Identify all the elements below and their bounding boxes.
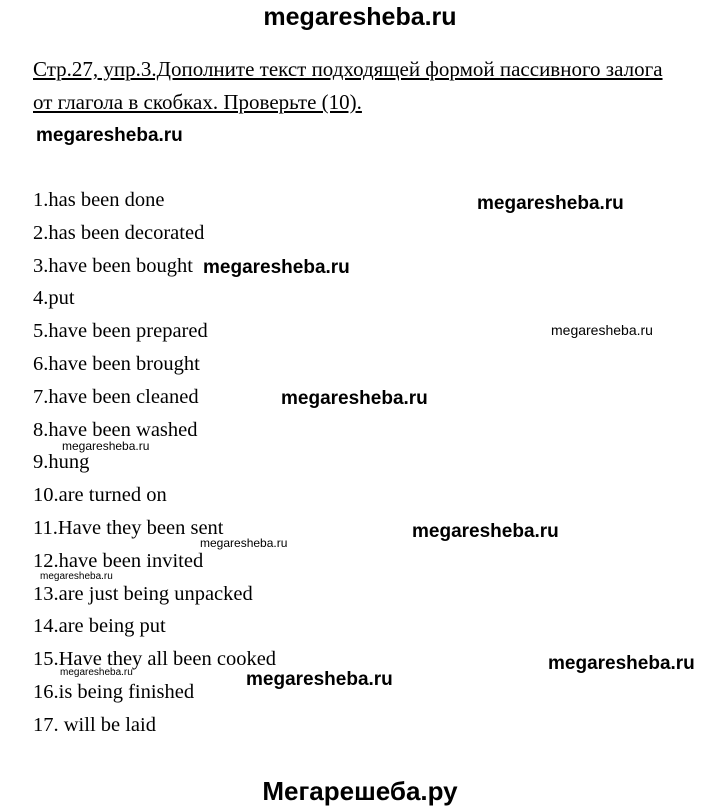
answer-item-12: 12.have been invited: [33, 549, 204, 572]
answer-item-11: 11.Have they been sent: [33, 516, 224, 539]
task-title-line-2: от глагола в скобках. Проверьте (10).: [33, 90, 362, 114]
task-title-line-1: Стр.27, упр.3.Дополните текст подходящей формой пассивного залога: [33, 57, 663, 81]
watermark: megaresheba.ru: [200, 536, 288, 550]
site-logo-header: megaresheba.ru: [263, 3, 457, 31]
watermark: megaresheba.ru: [246, 669, 393, 690]
watermark: megaresheba.ru: [203, 257, 350, 278]
watermark: megaresheba.ru: [281, 388, 428, 409]
watermark: megaresheba.ru: [477, 193, 624, 214]
answer-item-15: 15.Have they all been cooked: [33, 648, 277, 671]
watermark: megaresheba.ru: [62, 439, 150, 453]
answer-item-9: 9.hung: [33, 451, 90, 474]
watermark: megaresheba.ru: [60, 667, 133, 678]
watermark: megaresheba.ru: [36, 125, 183, 146]
answer-item-10: 10.are turned on: [33, 484, 167, 507]
answer-item-17: 17. will be laid: [33, 713, 156, 736]
answer-item-13: 13.are just being unpacked: [33, 582, 253, 605]
watermark: megaresheba.ru: [412, 521, 559, 542]
answer-item-8: 8.have been washed: [33, 418, 198, 441]
watermark: megaresheba.ru: [548, 653, 695, 674]
answer-item-5: 5.have been prepared: [33, 320, 208, 343]
watermark: megaresheba.ru: [40, 571, 113, 582]
answer-item-14: 14.are being put: [33, 615, 166, 638]
answer-item-4: 4.put: [33, 287, 75, 310]
answer-item-16: 16.is being finished: [33, 680, 195, 703]
answer-item-2: 2.has been decorated: [33, 221, 205, 244]
answer-item-7: 7.have been cleaned: [33, 385, 199, 408]
answer-item-6: 6.have been brought: [33, 352, 200, 375]
watermark: megaresheba.ru: [551, 322, 653, 338]
answer-item-1: 1.has been done: [33, 189, 165, 211]
site-logo-footer: Мегарешеба.ру: [262, 776, 458, 806]
answer-item-3: 3.have been bought: [33, 254, 193, 277]
